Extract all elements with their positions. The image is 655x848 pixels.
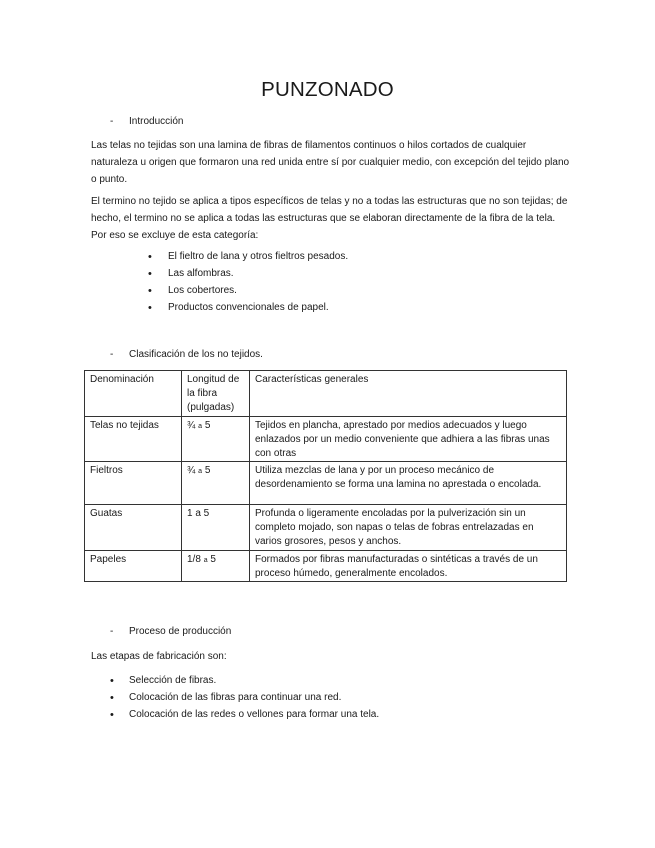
- length-start: 1 a 5: [187, 508, 210, 520]
- length-end: 5: [204, 465, 211, 477]
- bullet-icon: •: [110, 675, 114, 687]
- page-title: PUNZONADO: [261, 78, 394, 101]
- length-end: 5: [204, 420, 211, 431]
- list-item-label: Colocación de las fibras para continuar una red.: [129, 691, 342, 703]
- bullet-icon: •: [110, 708, 114, 721]
- header-denominacion: Denominación: [85, 371, 182, 417]
- list-item: [110, 707, 470, 724]
- paragraph-production-intro: Las etapas de fabricación son:: [91, 651, 227, 662]
- bullet-icon: •: [148, 301, 152, 314]
- excluded-list: [148, 249, 448, 317]
- paragraph-definition: Las telas no tejidas son una lamina de fibras de filamentos continuos o hilos cortados de cualquier naturaleza u origen que formaron una red unida entre sí por cualquier medio, con excepción del tejido plano o punto.: [91, 140, 570, 185]
- list-item-label: Los cobertores.: [168, 284, 237, 296]
- cell-length: [182, 417, 250, 462]
- table-header-row: [85, 371, 567, 417]
- section-heading-intro-label: Introducción: [129, 116, 184, 127]
- length-start: 1/8: [187, 553, 201, 565]
- production-steps-list: [110, 673, 470, 724]
- length-start: ¾: [187, 465, 196, 477]
- list-item: [148, 249, 448, 266]
- length-separator: a: [203, 556, 208, 564]
- paragraph-exclusions: El termino no tejido se aplica a tipos específicos de telas y no a todas las estructuras que no son tejidas; de hecho, el termino no se aplica a todas las estructuras que se elaboran directamente de la fibra de la tela. Por eso se excluye de esta categoría:: [91, 196, 568, 241]
- list-item: [110, 690, 470, 707]
- cell-name: Papeles: [85, 550, 182, 582]
- list-item-label: Productos convencionales de papel.: [168, 301, 329, 313]
- dash-marker: -: [110, 116, 114, 127]
- section-heading-classification-label: Clasificación de los no tejidos.: [129, 349, 263, 360]
- bullet-icon: •: [148, 251, 152, 263]
- length-separator: a: [198, 423, 203, 430]
- cell-length: [182, 505, 250, 550]
- cell-length: [182, 462, 250, 505]
- length-end: 5: [210, 553, 216, 565]
- cell-name: Fieltros: [85, 462, 182, 505]
- section-heading-production-label: Proceso de producción: [129, 626, 232, 637]
- bullet-icon: •: [110, 691, 114, 704]
- cell-description: Tejidos en plancha, aprestado por medios adecuados y luego enlazados por un medio conveniente que adhiera a las fibras unas con otras: [250, 417, 567, 462]
- table-row: [85, 505, 567, 550]
- cell-name: Telas no tejidas: [85, 417, 182, 462]
- header-caracteristicas: Características generales: [250, 371, 567, 417]
- length-start: ¾: [187, 420, 196, 431]
- cell-length: [182, 550, 250, 582]
- dash-marker: -: [110, 626, 114, 637]
- list-item-label: El fieltro de lana y otros fieltros pesados.: [168, 251, 349, 262]
- cell-name: Guatas: [85, 505, 182, 550]
- list-item: [148, 300, 448, 317]
- cell-description: Formados por fibras manufacturadas o sintéticas a través de un proceso húmedo, generalmente encolados.: [250, 550, 567, 582]
- list-item: [110, 673, 470, 690]
- header-longitud: Longitud de la fibra (pulgadas): [182, 371, 250, 417]
- classification-table: [84, 370, 567, 582]
- list-item-label: Las alfombras.: [168, 267, 234, 279]
- list-item: [148, 266, 448, 283]
- list-item-label: Colocación de las redes o vellones para formar una tela.: [129, 708, 380, 720]
- bullet-icon: •: [148, 267, 152, 280]
- table-row: [85, 417, 567, 462]
- dash-marker: -: [110, 349, 114, 360]
- list-item: [148, 283, 448, 300]
- list-item-label: Selección de fibras.: [129, 675, 217, 686]
- table-row: [85, 550, 567, 582]
- cell-description: Utiliza mezclas de lana y por un proceso mecánico de desordenamiento se forma una lamina no aprestada o encolada.: [250, 462, 567, 505]
- length-separator: a: [198, 468, 203, 476]
- table-row: [85, 462, 567, 505]
- bullet-icon: •: [148, 284, 152, 297]
- cell-description: Profunda o ligeramente encoladas por la pulverización sin un completo mojado, son napas o telas de fobras entrelazadas en varios grosores, pesos y anchos.: [250, 505, 567, 550]
